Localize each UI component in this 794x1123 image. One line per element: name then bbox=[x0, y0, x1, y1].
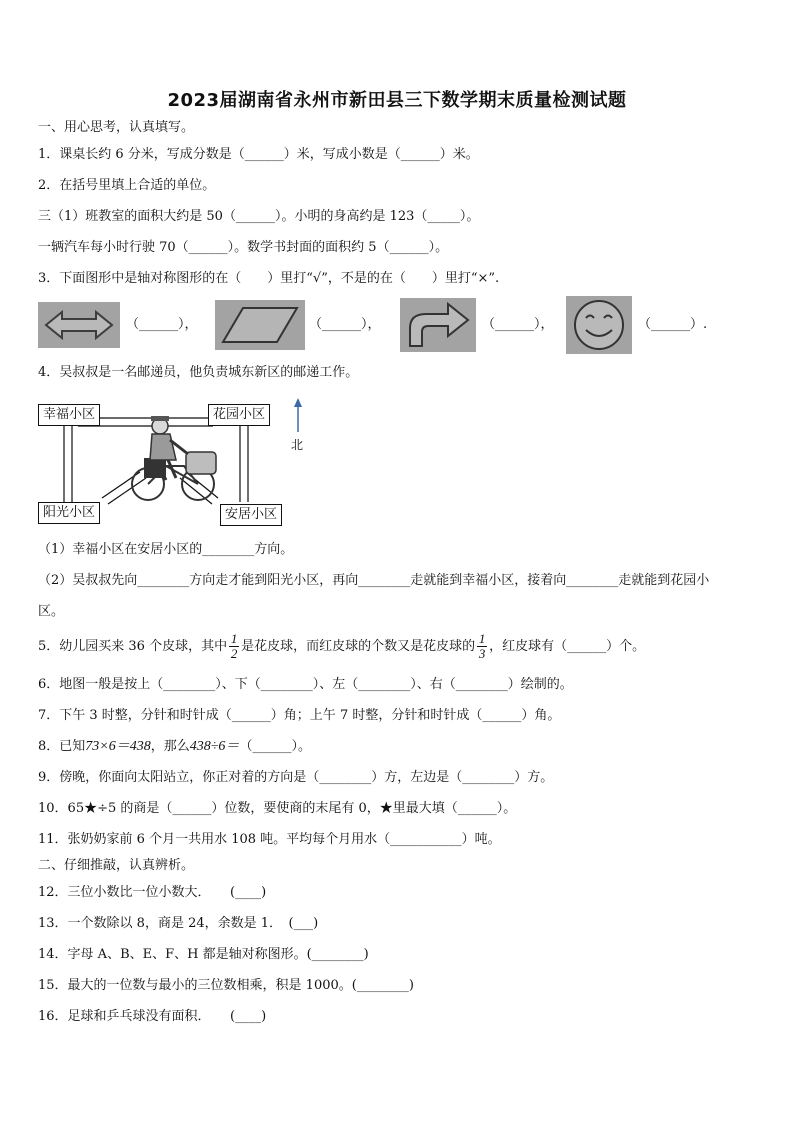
question-13: 13．一个数除以 8，商是 24，余数是 1． (___) bbox=[38, 916, 319, 931]
question-4: 4．吴叔叔是一名邮递员，他负责城东新区的邮递工作。 bbox=[38, 365, 359, 380]
district-map bbox=[38, 396, 288, 528]
parallelogram-icon bbox=[215, 300, 305, 350]
question-9: 9．傍晚，你面向太阳站立，你正对着的方向是（________）方，左边是（________）方。 bbox=[38, 770, 554, 785]
q3-answer-3: （______）， bbox=[482, 317, 554, 332]
question-10: 10．65★÷5 的商是（______）位数，要使商的末尾有 0，★里最大填（______）。 bbox=[38, 801, 517, 816]
area-xingfu: 幸福小区 bbox=[38, 404, 100, 426]
postman-bicycle-illustration bbox=[132, 416, 216, 500]
question-4-sub-1: （1）幸福小区在安居小区的________方向。 bbox=[38, 542, 294, 557]
frac1-denominator: 2 bbox=[230, 646, 238, 661]
question-11: 11．张奶奶家前 6 个月一共用水 108 吨。平均每个月用水（___________）吨。 bbox=[38, 832, 501, 847]
north-arrow-icon bbox=[286, 398, 310, 434]
q8-equation-1: 73×6＝438 bbox=[85, 739, 151, 754]
question-2: 2．在括号里填上合适的单位。 bbox=[38, 178, 216, 193]
q5-text-post: ，红皮球有（______）个。 bbox=[489, 639, 646, 654]
area-anju: 安居小区 bbox=[220, 504, 282, 526]
q3-answer-1: （______）， bbox=[126, 317, 198, 332]
q8-text-post: （______）。 bbox=[239, 739, 311, 754]
q3-answer-4: （______）. bbox=[638, 317, 708, 332]
question-15: 15．最大的一位数与最小的三位数相乘，积是 1000。(________) bbox=[38, 978, 414, 993]
q8-equation-2: 438÷6＝ bbox=[189, 739, 240, 754]
smiley-face-icon bbox=[566, 296, 632, 354]
question-5 bbox=[38, 632, 645, 662]
north-indicator bbox=[286, 398, 310, 458]
question-8 bbox=[38, 738, 311, 756]
area-yangguang: 阳光小区 bbox=[38, 502, 100, 524]
area-huayuan: 花园小区 bbox=[208, 404, 270, 426]
frac1-numerator: 1 bbox=[230, 631, 238, 646]
q8-text-pre: 8．已知 bbox=[38, 739, 86, 754]
question-7: 7．下午 3 时整，分针和时针成（______）角；上午 7 时整，分针和时针成（______）角。 bbox=[38, 708, 561, 723]
turn-arrow-icon bbox=[400, 298, 476, 352]
q3-answer-2: （______）， bbox=[309, 317, 381, 332]
frac2-denominator: 3 bbox=[478, 646, 486, 661]
question-16: 16．足球和乒乓球没有面积． (____) bbox=[38, 1009, 267, 1024]
question-4-sub-2-cont: 区。 bbox=[38, 604, 65, 619]
fraction-one-third bbox=[477, 632, 487, 661]
question-4-sub-2: （2）吴叔叔先向________方向走才能到阳光小区，再向________走就能到幸福小区，接着向________走就能到花园小 bbox=[38, 573, 710, 588]
q5-text-pre: 5．幼儿园买来 36 个皮球，其中 bbox=[38, 639, 228, 654]
question-2-line-b: 一辆汽车每小时行驶 70（______）。数学书封面的面积约 5（______）。 bbox=[38, 240, 449, 255]
q8-text-mid: ，那么 bbox=[150, 739, 190, 754]
frac2-numerator: 1 bbox=[478, 631, 486, 646]
q5-text-mid: 是花皮球，而红皮球的个数又是花皮球的 bbox=[241, 639, 476, 654]
north-label: 北 bbox=[291, 438, 304, 452]
section1-heading: 一、用心思考，认真填写。 bbox=[38, 120, 195, 135]
question-1: 1．课桌长约 6 分米，写成分数是（______）米，写成小数是（______）米。 bbox=[38, 147, 479, 162]
question-2-line-a: 三（1）班教室的面积大约是 50（______）。小明的身高约是 123（_____）。 bbox=[38, 209, 480, 224]
question-14: 14．字母 A、B、E、F、H 都是轴对称图形。(________) bbox=[38, 947, 369, 962]
fraction-one-half bbox=[229, 632, 239, 661]
section2-heading: 二、仔细推敲，认真辨析。 bbox=[38, 858, 195, 873]
page-title: 2023届湖南省永州市新田县三下数学期末质量检测试题 bbox=[167, 90, 627, 111]
double-arrow-icon bbox=[38, 302, 120, 348]
question-3: 3．下面图形中是轴对称图形的在（ ）里打“√”，不是的在（ ）里打“×”. bbox=[38, 271, 500, 286]
question-6: 6．地图一般是按上（________）、下（________）、左（________）、右（________）绘制的。 bbox=[38, 677, 573, 692]
question-12: 12．三位小数比一位小数大． (____) bbox=[38, 885, 267, 900]
